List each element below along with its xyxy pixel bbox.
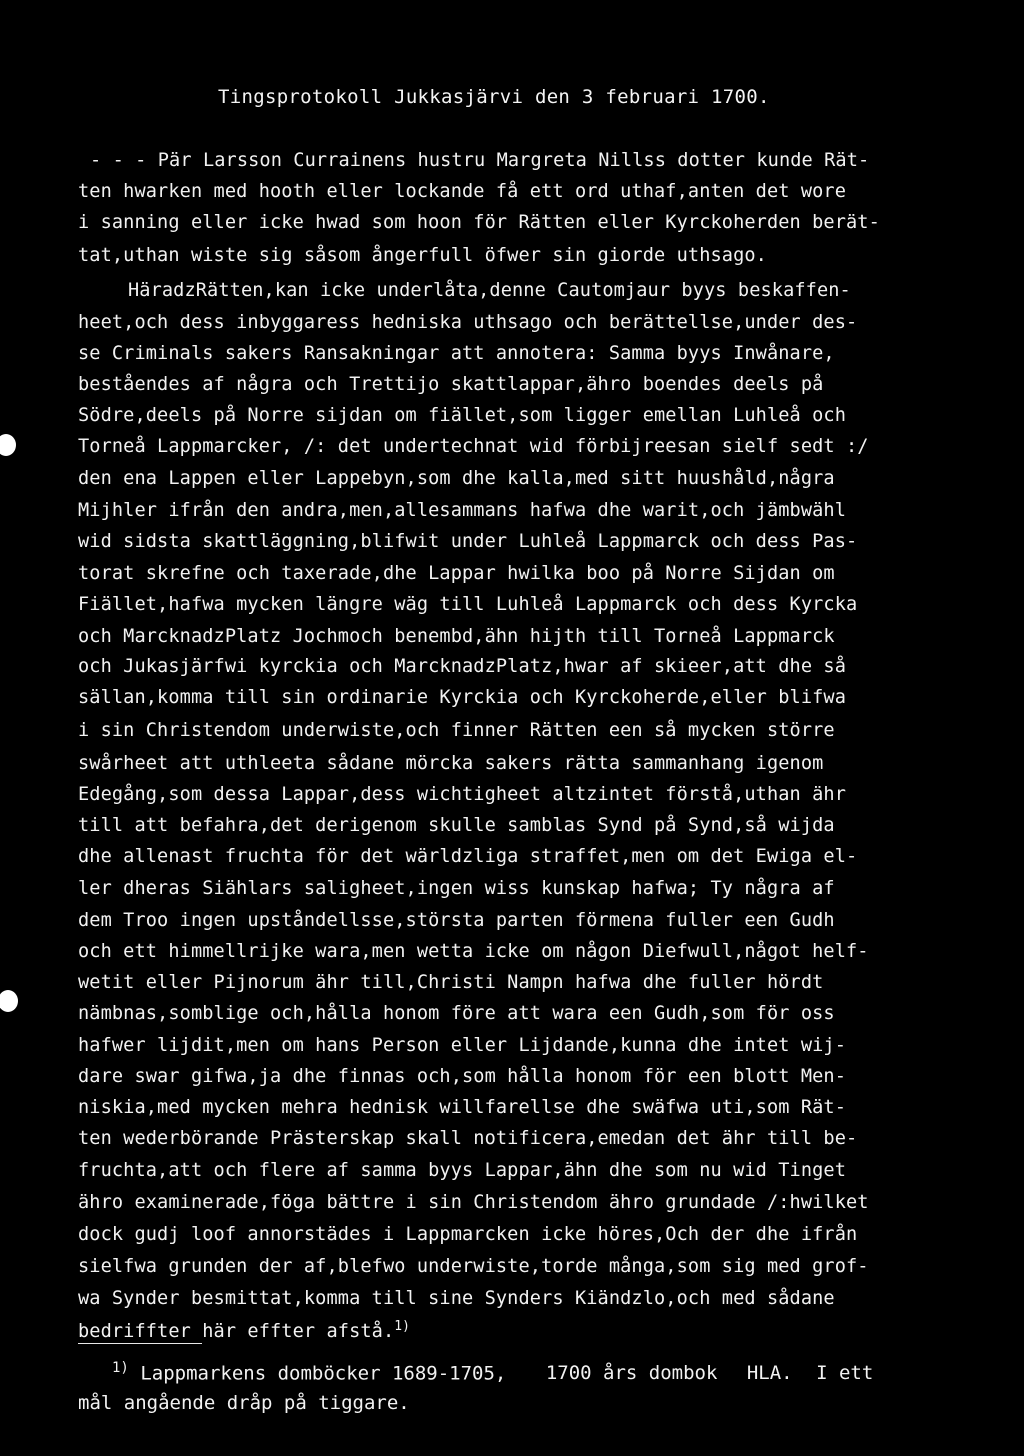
text-line: wa Synder besmittat,komma till sine Synders Kiändzlo,och med sådane [78, 1288, 835, 1309]
last-line-text: bedriffter här effter afstå. [78, 1321, 395, 1343]
footnote-line-2: mål angående dråp på tiggare. [78, 1392, 410, 1414]
text-line: dhe allenast fruchta för det wärldzliga straffet,men om det Ewiga el- [78, 846, 858, 867]
text-line: - - - Pär Larsson Currainens hustru Margreta Nillss dotter kunde Rät- [90, 150, 870, 171]
text-line: dem Troo ingen upståndellsse,största parten förmena fuller een Gudh [78, 910, 835, 931]
note-reference: 1) [394, 1319, 411, 1334]
text-line: i sanning eller icke hwad som hoon för Rätten eller Kyrckoherden berät- [78, 212, 880, 233]
text-line: dare swar gifwa,ja dhe finnas och,som hålla honom för een blott Men- [78, 1066, 847, 1087]
footnote-record: 1700 års dombok [545, 1362, 718, 1385]
text-line: och MarcknadzPlatz Jochmoch benembd,ähn hijth till Torneå Lappmarck [78, 626, 835, 647]
text-line: fruchta,att och flere af samma byys Lappar,ähn dhe som nu wid Tinget [78, 1160, 847, 1181]
text-line-last [78, 1319, 410, 1342]
text-line: HäradzRätten,kan icke underlåta,denne Cautomjaur byys beskaffen- [128, 280, 851, 301]
text-line: ler dheras Siählars saligheet,ingen wiss kunskap hafwa; Ty några af [78, 878, 835, 899]
text-line: niskia,med mycken mehra hednisk willfarellse dhe swäfwa uti,som Rät- [78, 1097, 847, 1118]
text-line: heet,och dess inbyggaress hedniska uthsago och berättellse,under des- [78, 312, 858, 333]
text-line: och ett himmellrijke wara,men wetta icke om någon Diefwull,något helf- [78, 941, 869, 962]
text-line: wid sidsta skattläggning,blifwit under Luhleå Lappmarck och dess Pas- [78, 531, 858, 552]
text-line: ähro examinerade,föga bättre i sin Christendom ähro grundade /:hwilket [78, 1192, 869, 1213]
text-line: Mijhler ifrån den andra,men,allesammans hafwa dhe warit,och jämbwähl [78, 500, 847, 521]
text-line: beståendes af några och Trettijo skattlappar,ähro boendes deels på [78, 374, 824, 395]
text-line: Fiället,hafwa mycken längre wäg till Luhleå Lappmarck och dess Kyrcka [78, 594, 858, 615]
text-line: wetit eller Pijnorum ähr till,Christi Nampn hafwa dhe fuller hördt [78, 972, 824, 993]
text-line: Södre,deels på Norre sijdan om fiället,som ligger emellan Luhleå och [78, 405, 847, 426]
text-line: Torneå Lappmarcker, /: det undertechnat wid förbijreesan sielf sedt :/ [78, 436, 869, 457]
text-line: ten wederbörande Prästerskap skall notificera,emedan det ähr till be- [78, 1128, 858, 1149]
text-line: tat,uthan wiste sig såsom ångerfull öfwer sin giorde uthsago. [78, 245, 767, 266]
text-line: till att befahra,det derigenom skulle samblas Synd på Synd,så wijda [78, 815, 835, 836]
punch-hole-icon [0, 990, 18, 1012]
text-line: hafwer lijdit,men om hans Person eller Lijdande,kunna dhe intet wij- [78, 1035, 847, 1056]
footnote-line-1 [112, 1360, 873, 1384]
text-line: torat skrefne och taxerade,dhe Lappar hwilka boo på Norre Sijdan om [78, 563, 835, 584]
text-line: Edegång,som dessa Lappar,dess wichtigheet altzintet förstå,uthan ähr [78, 784, 847, 805]
page-title: Tingsprotokoll Jukkasjärvi den 3 februari 1700. [218, 86, 770, 108]
footnote-tail: I ett [816, 1362, 874, 1385]
text-line: nämbnas,somblige och,hålla honom före att wara een Gudh,som för oss [78, 1003, 835, 1024]
footnote-archive: HLA. [746, 1362, 793, 1385]
punch-hole-icon [0, 434, 16, 456]
text-line: ten hwarken med hooth eller lockande få ett ord uthaf,anten det wore [78, 181, 847, 202]
footnote-marker: 1) [112, 1360, 129, 1376]
underline-mark [78, 1343, 202, 1344]
text-line: se Criminals sakers Ransakningar att annotera: Samma byys Inwånare, [78, 343, 835, 364]
text-line: dock gudj loof annorstädes i Lappmarcken icke höres,Och der dhe ifrån [78, 1224, 858, 1245]
text-line: sielfwa grunden der af,blefwo underwiste,torde många,som sig med grof- [78, 1256, 869, 1277]
text-line: och Jukasjärfwi kyrckia och MarcknadzPlatz,hwar af skieer,att dhe så [78, 656, 847, 677]
text-line: sällan,komma till sin ordinarie Kyrckia och Kyrckoherde,eller blifwa [78, 687, 847, 708]
footnote-source: Lappmarkens domböcker 1689-1705, [140, 1362, 507, 1385]
text-line: swårheet att uthleeta sådane mörcka sakers rätta sammanhang igenom [78, 753, 824, 774]
text-line: den ena Lappen eller Lappebyn,som dhe kalla,med sitt huushåld,några [78, 468, 835, 489]
text-line: i sin Christendom underwiste,och finner Rätten een så mycken större [78, 720, 835, 741]
